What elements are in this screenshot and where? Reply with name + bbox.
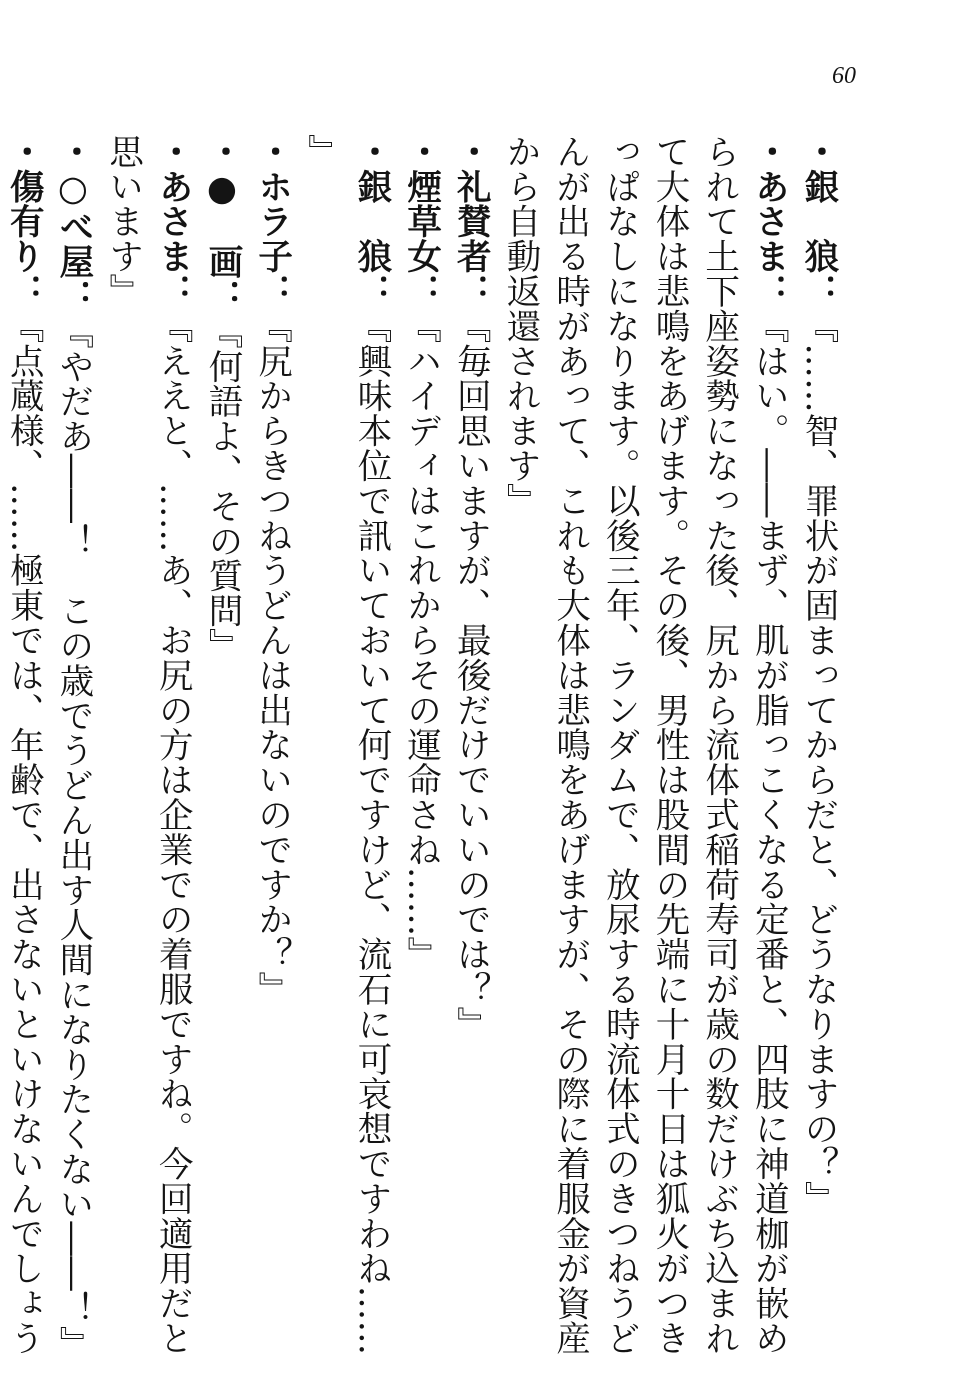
line-text: 『尻からきつねうどんは出ないのですか？』: [251, 308, 292, 1007]
chat-log: [0, 134, 842, 1370]
chat-line: [494, 134, 792, 1370]
line-text: 『点蔵様、……極東では、年齢で、出さないといけないんでしょう: [3, 308, 44, 1356]
chat-line: [246, 134, 296, 1370]
line-text: 『ええと、……あ、お尻の方は企業での着服ですね。今回適用だと思います』: [102, 134, 193, 1356]
speaker-name: ・あさま：: [152, 134, 193, 309]
line-text: 『興味本位で訊いておいて何ですけど、流石に可哀想ですわね……』: [301, 134, 391, 1356]
line-text: 『ハイディはこれからその運命さね……』: [400, 308, 441, 972]
speaker-name: ・傷有り：: [3, 134, 44, 309]
speaker-name: ・○べ屋：: [52, 134, 93, 314]
chat-line: [0, 134, 47, 1370]
speaker-name: ・煙草女：: [400, 134, 441, 309]
chat-line: [395, 134, 445, 1370]
speaker-name: ・礼賛者：: [450, 134, 491, 309]
speaker-name: ・銀 狼：: [798, 134, 838, 309]
speaker-name: ・ホラ子：: [251, 134, 292, 309]
line-text: 『やだあ――！ この歳でうどん出す人間になりたくない――！』: [52, 314, 93, 1361]
chat-line: [196, 134, 246, 1370]
speaker-name: ・銀 狼：: [350, 134, 391, 309]
chat-line: [792, 134, 842, 1370]
page-number: 60: [832, 63, 856, 89]
line-text: 『……智、罪状が固まってからだと、どうなりますの？』: [798, 308, 838, 1216]
line-text: 『毎回思いますが、最後だけでいいのでは？』: [450, 308, 491, 1042]
speaker-name: ・● 画：: [201, 134, 242, 314]
chat-line: [296, 134, 395, 1370]
line-text: 『はい。――まず、肌が脂っこくなる定番と、四肢に神道枷が嵌められて土下座姿勢になった後、尻から流体式稲荷寿司が歳の数だけぶち込まれて大体は悲鳴をあげます。その後、男性は股間の先端に十月十日は狐火がつきっぱなしになります。以後三年、ランダムで、放尿する時流体式のきつねうどんが出る時があって、これも大体は悲鳴をあげますが、その際に着服金が資産から自動返還されます』: [499, 134, 789, 1356]
chat-line: [47, 134, 97, 1370]
line-text: 『何語よ、その質問』: [201, 314, 242, 663]
chat-line: [97, 134, 196, 1370]
speaker-name: ・あさま：: [748, 134, 789, 309]
chat-line: [445, 134, 495, 1370]
